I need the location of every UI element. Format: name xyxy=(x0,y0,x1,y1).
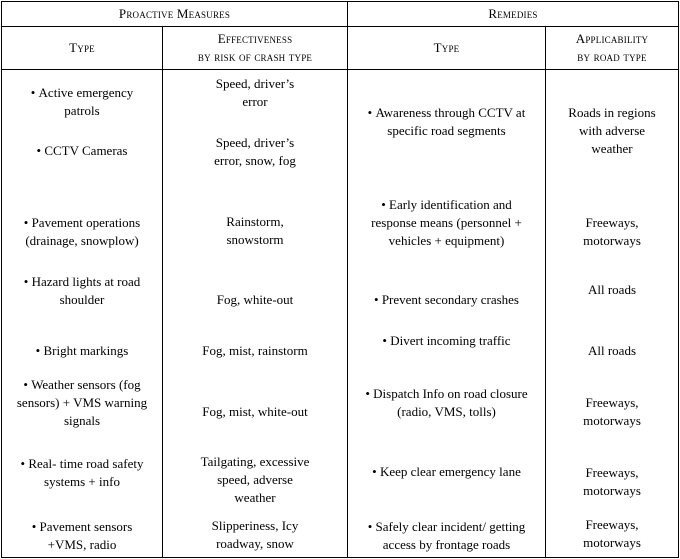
remedy-type-6-line2: access by frontage roads xyxy=(382,537,511,552)
header-type-proactive xyxy=(2,27,162,69)
effectiveness-0-line1: Speed, driver’s xyxy=(215,76,295,91)
remedy-type-4-line1: • Dispatch Info on road closure xyxy=(365,385,527,403)
effectiveness-5-line1: Fog, mist, white-out xyxy=(202,404,308,419)
proactive-type-5-line1: • Weather sensors (fog xyxy=(23,376,140,394)
proactive-type-1 xyxy=(2,142,162,160)
proactive-type-7 xyxy=(2,518,162,554)
remedy-type-0 xyxy=(348,104,545,140)
effectiveness-5 xyxy=(163,403,347,421)
proactive-type-6-line2: systems + info xyxy=(44,474,120,489)
proactive-type-0 xyxy=(2,84,162,120)
effectiveness-6-line3: weather xyxy=(234,490,276,505)
header-proactive xyxy=(2,2,347,26)
effectiveness-1 xyxy=(163,134,347,170)
applicability-5 xyxy=(546,464,678,500)
remedy-type-1-line3: vehicles + equipment) xyxy=(388,233,505,248)
remedy-type-3 xyxy=(348,332,545,350)
proactive-type-7-line1: • Pavement sensors xyxy=(32,518,133,536)
applicability-6-line2: motorways xyxy=(583,535,641,550)
header-applicability xyxy=(546,27,678,69)
proactive-type-3-line1: • Hazard lights at road xyxy=(24,273,140,291)
header-applicability-line2: by road type xyxy=(577,49,647,64)
proactive-type-5 xyxy=(2,376,162,430)
remedy-type-6 xyxy=(348,518,545,554)
header-proactive-text: Proactive Measures xyxy=(118,6,231,21)
effectiveness-6-line2: speed, adverse xyxy=(217,472,293,487)
proactive-type-2-line1: • Pavement operations xyxy=(24,214,140,232)
border-bottom xyxy=(1,557,679,558)
header-type-remedies-text: Type xyxy=(433,40,460,55)
applicability-1 xyxy=(546,214,678,250)
remedy-type-2-line1: • Prevent secondary crashes xyxy=(374,291,519,309)
applicability-6 xyxy=(546,516,678,552)
effectiveness-2 xyxy=(163,213,347,249)
border-right xyxy=(678,1,679,558)
remedy-type-3-line1: • Divert incoming traffic xyxy=(382,332,510,350)
proactive-type-5-line3: signals xyxy=(63,413,101,428)
applicability-6-line1: Freeways, xyxy=(585,517,639,532)
remedy-type-4-line2: (radio, VMS, tolls) xyxy=(397,404,496,419)
header-effectiveness-line2: by risk of crash type xyxy=(197,49,313,64)
effectiveness-1-line1: Speed, driver’s xyxy=(215,135,295,150)
effectiveness-4-line1: Fog, mist, rainstorm xyxy=(202,343,308,358)
remedy-type-5 xyxy=(348,463,545,481)
applicability-4-line2: motorways xyxy=(583,413,641,428)
proactive-type-1-line1: • CCTV Cameras xyxy=(37,142,128,160)
proactive-type-2-line2: (drainage, snowplow) xyxy=(25,233,139,248)
applicability-3 xyxy=(546,342,678,360)
applicability-2 xyxy=(546,281,678,299)
proactive-type-2 xyxy=(2,214,162,250)
proactive-type-3 xyxy=(2,273,162,309)
applicability-1-line2: motorways xyxy=(583,233,641,248)
header-remedies-text: Remedies xyxy=(488,6,538,21)
remedy-type-6-line1: • Safely clear incident/ getting xyxy=(368,518,526,536)
effectiveness-3-line1: Fog, white-out xyxy=(216,292,294,307)
applicability-0-line2: with adverse xyxy=(578,123,646,138)
proactive-type-4-line1: • Bright markings xyxy=(36,342,129,360)
applicability-5-line2: motorways xyxy=(583,483,641,498)
applicability-0 xyxy=(546,104,678,158)
applicability-5-line1: Freeways, xyxy=(585,465,639,480)
effectiveness-6 xyxy=(163,453,347,507)
header-type-proactive-text: Type xyxy=(69,40,95,55)
applicability-1-line1: Freeways, xyxy=(585,215,639,230)
header-divider-2 xyxy=(1,69,679,70)
effectiveness-7-line2: roadway, snow xyxy=(216,536,294,551)
header-effectiveness xyxy=(163,27,347,69)
effectiveness-1-line2: error, snow, fog xyxy=(214,153,296,168)
proactive-type-6-line1: • Real- time road safety xyxy=(21,455,144,473)
remedy-type-1 xyxy=(348,196,545,250)
effectiveness-0-line2: error xyxy=(242,94,268,109)
header-remedies xyxy=(348,2,678,26)
effectiveness-2-line2: snowstorm xyxy=(226,232,284,247)
applicability-0-line1: Roads in regions xyxy=(568,105,656,120)
effectiveness-3 xyxy=(163,291,347,309)
applicability-4-line1: Freeways, xyxy=(585,395,639,410)
header-effectiveness-line1: Effectiveness xyxy=(217,31,293,46)
proactive-type-0-line2: patrols xyxy=(64,103,100,118)
remedy-type-1-line2: response means (personnel + xyxy=(371,215,522,230)
effectiveness-0 xyxy=(163,75,347,111)
proactive-type-6 xyxy=(2,455,162,491)
effectiveness-4 xyxy=(163,342,347,360)
applicability-0-line3: weather xyxy=(591,141,633,156)
remedy-type-2 xyxy=(348,291,545,309)
remedy-type-1-line1: • Early identification and xyxy=(381,196,512,214)
effectiveness-6-line1: Tailgating, excessive xyxy=(200,454,310,469)
applicability-2-line1: All roads xyxy=(587,282,637,297)
effectiveness-7 xyxy=(163,517,347,553)
remedy-type-0-line2: specific road segments xyxy=(387,123,506,138)
applicability-4 xyxy=(546,394,678,430)
remedy-type-0-line1: • Awareness through CCTV at xyxy=(368,104,526,122)
proactive-type-7-line2: +VMS, radio xyxy=(47,537,117,552)
header-applicability-line1: Applicability xyxy=(575,31,649,46)
proactive-type-5-line2: sensors) + VMS warning xyxy=(16,395,148,410)
effectiveness-7-line1: Slipperiness, Icy xyxy=(211,518,299,533)
remedy-type-4 xyxy=(348,385,545,421)
applicability-3-line1: All roads xyxy=(587,343,637,358)
proactive-type-3-line2: shoulder xyxy=(59,292,105,307)
proactive-type-4 xyxy=(2,342,162,360)
effectiveness-2-line1: Rainstorm, xyxy=(226,214,284,229)
proactive-type-0-line1: • Active emergency xyxy=(31,84,134,102)
header-type-remedies xyxy=(348,27,545,69)
remedy-type-5-line1: • Keep clear emergency lane xyxy=(372,463,521,481)
